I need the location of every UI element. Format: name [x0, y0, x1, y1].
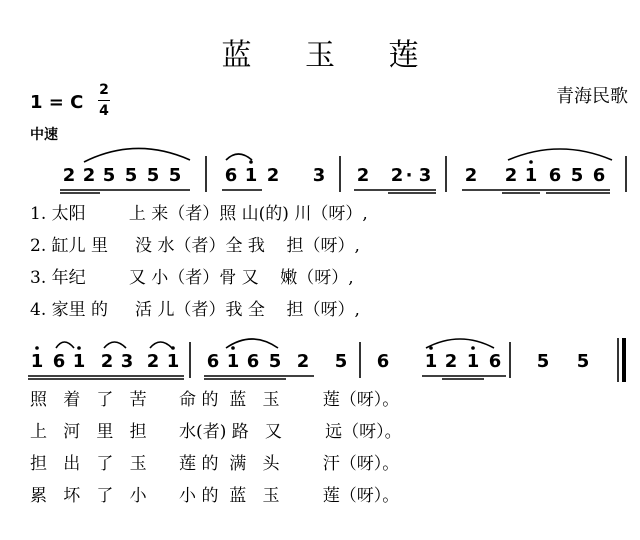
final-barline-thick: [622, 338, 626, 382]
note: 5: [168, 165, 182, 186]
note: 2: [62, 165, 76, 186]
time-signature-bottom: 4: [99, 103, 109, 119]
note: 3: [312, 165, 326, 186]
note: 2: [296, 351, 310, 372]
slur: [508, 149, 612, 160]
note: 5: [124, 165, 138, 186]
note: 6: [224, 165, 238, 186]
slur: [104, 342, 126, 348]
octave-dot: [77, 346, 81, 350]
note-dot: ·: [405, 165, 413, 186]
note: 6: [246, 351, 260, 372]
lyric-line-4: 4. 家里 的 活 儿（者）我 全 担（呀）,: [30, 300, 360, 320]
note: 5: [334, 351, 348, 372]
note: 6: [206, 351, 220, 372]
octave-dot: [249, 160, 253, 164]
note: 1: [226, 351, 240, 372]
note: 2: [82, 165, 96, 186]
note: 3: [418, 165, 432, 186]
song-title: 蓝 玉 莲: [221, 38, 441, 73]
song-attribution: 青海民歌: [556, 86, 628, 107]
tempo-marking: 中速: [30, 127, 58, 143]
note: 1: [72, 351, 86, 372]
lyric-line-5: 照 着 了 苦 命 的 蓝 玉 莲（呀）。: [30, 390, 400, 410]
note: 1: [166, 351, 180, 372]
octave-dot: [471, 346, 475, 350]
note: 2: [504, 165, 518, 186]
note: 2: [266, 165, 280, 186]
octave-dot: [171, 346, 175, 350]
note: 6: [548, 165, 562, 186]
octave-dot: [429, 346, 433, 350]
note: 5: [570, 165, 584, 186]
octave-dot: [231, 346, 235, 350]
note: 2: [146, 351, 160, 372]
note: 3: [120, 351, 134, 372]
note: 1: [424, 351, 438, 372]
lyric-line-2: 2. 缸儿 里 没 水（者）全 我 担（呀）,: [30, 236, 360, 256]
note: 2: [356, 165, 370, 186]
note: 1: [524, 165, 538, 186]
lyric-line-7: 担 出 了 玉 莲 的 满 头 汗（呀）。: [30, 454, 400, 474]
note: 6: [488, 351, 502, 372]
lyric-line-1: 1. 太阳 上 来（者）照 山(的) 川（呀）,: [30, 204, 368, 224]
note: 5: [268, 351, 282, 372]
note: 5: [146, 165, 160, 186]
note: 6: [52, 351, 66, 372]
note: 2: [464, 165, 478, 186]
key-signature: 1 = C: [30, 92, 84, 113]
slur: [426, 339, 494, 348]
lyric-line-6: 上 河 里 担 水(者) 路 又 远（呀）。: [30, 422, 402, 442]
note: 6: [376, 351, 390, 372]
note: 2: [100, 351, 114, 372]
time-signature-top: 2: [99, 82, 109, 98]
note: 5: [102, 165, 116, 186]
note: 1: [244, 165, 258, 186]
note: 2: [390, 165, 404, 186]
lyric-line-3: 3. 年纪 又 小（者）骨 又 嫩（呀）,: [30, 268, 354, 288]
slur: [56, 342, 74, 348]
note: 5: [576, 351, 590, 372]
note: 5: [536, 351, 550, 372]
octave-dot: [529, 160, 533, 164]
lyric-line-8: 累 坏 了 小 小 的 蓝 玉 莲（呀）。: [30, 486, 400, 506]
slur: [150, 342, 172, 348]
octave-dot: [35, 346, 39, 350]
slur: [84, 148, 190, 162]
slur: [226, 154, 252, 160]
note: 6: [592, 165, 606, 186]
note: 1: [466, 351, 480, 372]
note: 1: [30, 351, 44, 372]
note: 2: [444, 351, 458, 372]
